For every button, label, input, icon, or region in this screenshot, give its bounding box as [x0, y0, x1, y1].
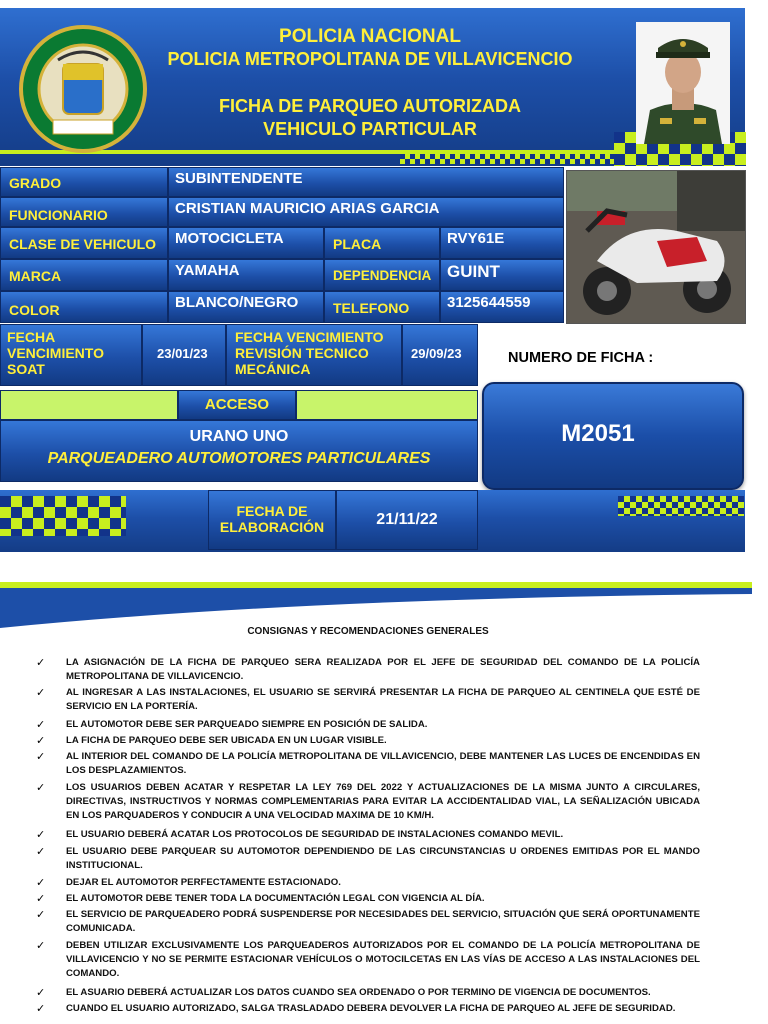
color-label: COLOR [0, 291, 168, 323]
grado-label: GRADO [0, 167, 168, 197]
check-icon: ✓ [36, 909, 46, 921]
check-icon: ✓ [36, 846, 46, 858]
consigna-item: DEJAR EL AUTOMOTOR PERFECTAMENTE ESTACIONADO. [66, 877, 341, 888]
telefono-label: TELEFONO [324, 291, 440, 323]
consigna-item: CUANDO EL USUARIO AUTORIZADO, SALGA TRASLADADO DEBERA DEVOLVER LA FICHA DE PARQUEO AL JEFE DE SEGURIDAD. [66, 1003, 676, 1014]
placa-label: PLACA [324, 227, 440, 259]
motorcycle-photo [566, 170, 746, 324]
consigna-item: EL USUARIO DEBERÁ ACATAR LOS PROTOCOLOS DE SEGURIDAD DE INSTALACIONES COMANDO MEVIL. [66, 829, 564, 840]
check-icon: ✓ [36, 940, 46, 952]
dependencia-value: GUINT [440, 259, 564, 291]
check-icon: ✓ [36, 877, 46, 889]
check-icon: ✓ [36, 987, 46, 999]
consigna-item: EL AUTOMOTOR DEBE SER PARQUEADO SIEMPRE EN POSICIÓN DE SALIDA. [66, 719, 428, 730]
telefono-value: 3125644559 [440, 291, 564, 323]
header-title-4: VEHICULO PARTICULAR [263, 119, 477, 139]
elaboracion-label: FECHA DE ELABORACIÓN [208, 490, 336, 550]
ficha-number: M2051 [561, 420, 635, 447]
consigna-item: EL SERVICIO DE PARQUEADERO PODRÁ SUSPENDERSE POR NECESIDADES DEL SERVICIO, SITUACIÓN QUE SERÁ OPORTUNAMENTE COMUNICADA. [66, 909, 700, 934]
header-title-1: POLICIA NACIONAL [279, 26, 461, 47]
consigna-item: EL AUTOMOTOR DEBE TENER TODA LA DOCUMENTACIÓN LEGAL CON VIGENCIA AL DÍA. [66, 893, 485, 904]
consigna-item: LA FICHA DE PARQUEO DEBE SER UBICADA EN UN LUGAR VISIBLE. [66, 735, 387, 746]
header-checker-strip [400, 154, 614, 164]
consigna-item: AL INTERIOR DEL COMANDO DE LA POLICÍA METROPOLITANA DE VILLAVICENCIO, DEBE MANTENER LAS LUCES DE ENCENDIDAS EN LOS DESPLAZAMIENTOS. [66, 751, 700, 776]
check-icon: ✓ [36, 719, 46, 731]
consigna-item: AL INGRESAR A LAS INSTALACIONES, EL USUARIO SE SERVIRÁ PRESENTAR LA FICHA DE PARQUEO AL CENTINELA QUE ESTÉ DE SERVICIO EN LA PORTERÍA. [66, 687, 700, 712]
consigna-item: DEBEN UTILIZAR EXCLUSIVAMENTE LOS PARQUEADEROS AUTORIZADOS POR EL COMANDO DE LA POLICÍA METROPOLITANA DE VILLAVICENCIO Y NO SE PERMITE ESTACIONAR VEHÍCULOS O MOTOCILCETAS EN LAS VÍAS DE ACCESO A LAS INSTALACIONES DEL COMANDO. [66, 940, 700, 979]
check-icon: ✓ [36, 829, 46, 841]
acceso-parking: PARQUEADERO AUTOMOTORES PARTICULARES [47, 450, 431, 467]
acceso-label: ACCESO [178, 390, 296, 420]
tecnomecanica-label: FECHA VENCIMIENTO REVISIÓN TECNICO MECÁNICA [226, 324, 402, 386]
clase-vehiculo-value: MOTOCICLETA [168, 227, 324, 259]
check-icon: ✓ [36, 687, 46, 699]
consigna-item: EL ASUARIO DEBERÁ ACTUALIZAR LOS DATOS CUANDO SEA ORDENADO O POR TERMINO DE VIGENCIA DE DOCUMENTOS. [66, 987, 651, 998]
soat-label: FECHA VENCIMIENTO SOAT [0, 324, 142, 386]
consignas-title: CONSIGNAS Y RECOMENDACIONES GENERALES [247, 626, 489, 637]
check-icon: ✓ [36, 657, 46, 669]
funcionario-label: FUNCIONARIO [0, 197, 168, 227]
consignas-swoosh [0, 588, 752, 628]
acceso-bar-left [0, 390, 178, 420]
elaboracion-checker-right [618, 496, 744, 516]
color-value: BLANCO/NEGRO [168, 291, 324, 323]
elaboracion-value: 21/11/22 [336, 490, 478, 550]
check-icon: ✓ [36, 751, 46, 763]
consigna-item: LA ASIGNACIÓN DE LA FICHA DE PARQUEO SERA REALIZADA POR EL JEFE DE SEGURIDAD DEL COMANDO DE LA POLICÍA METROPOLITANA DE VILLAVICENCIO. [66, 657, 700, 682]
placa-value: RVY61E [440, 227, 564, 259]
officer-photo [636, 22, 730, 144]
consigna-item: EL USUARIO DEBE PARQUEAR SU AUTOMOTOR DEPENDIENDO DE LAS CIRCUNSTANCIAS U ORDENES EMITIDAS POR EL MANDO INSTITUCIONAL. [66, 846, 700, 871]
acceso-bar-right [296, 390, 478, 420]
funcionario-value: CRISTIAN MAURICIO ARIAS GARCIA [168, 197, 564, 227]
header-title-3: FICHA DE PARQUEO AUTORIZADA [218, 96, 521, 116]
grado-value: SUBINTENDENTE [168, 167, 564, 197]
police-seal-icon [18, 24, 148, 154]
tecnomecanica-value: 29/09/23 [402, 324, 478, 386]
check-icon: ✓ [36, 735, 46, 747]
check-icon: ✓ [36, 1003, 46, 1015]
clase-vehiculo-label: CLASE DE VEHICULO [0, 227, 168, 259]
header-title-2: POLICIA METROPOLITANA DE VILLAVICENCIO [167, 49, 573, 69]
elaboracion-checker-left [0, 496, 126, 536]
numero-ficha-label: NUMERO DE FICHA : [508, 350, 654, 366]
check-icon: ✓ [36, 782, 46, 794]
acceso-place: URANO UNO [189, 428, 289, 445]
check-icon: ✓ [36, 893, 46, 905]
dependencia-label: DEPENDENCIA [324, 259, 440, 291]
consigna-item: LOS USUARIOS DEBEN ACATAR Y RESPETAR LA LEY 769 DEL 2022 Y ACTUALIZACIONES DE LA MISMA JUNTO A CIRCULARES, DIRECTIVAS, INSTRUCTIVOS Y NORMAS COMPLEMENTARIAS PARA EVITAR LA ACCIDENTALIDAD VIAL, LA SEÑALIZACIÓN UBICADA EN LOS PARQUADEROS Y CONDUCIR A UNA VELOCIDAD MAXIMA DE 10 KM/H. [66, 782, 700, 821]
marca-label: MARCA [0, 259, 168, 291]
soat-value: 23/01/23 [142, 324, 226, 386]
marca-value: YAMAHA [168, 259, 324, 291]
